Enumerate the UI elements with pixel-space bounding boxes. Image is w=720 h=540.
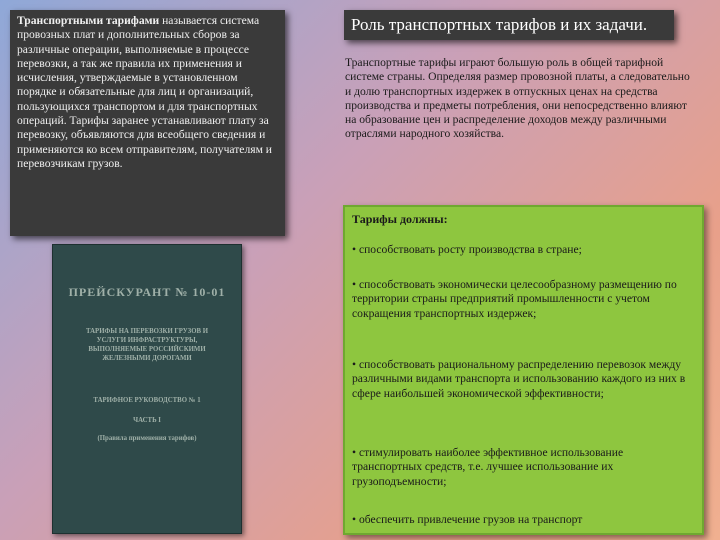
list-item: • обеспечить привлечение грузов на транспорт: [352, 513, 583, 526]
book-part: ЧАСТЬ I: [133, 417, 161, 424]
intro-paragraph: Транспортные тарифы играют большую роль в общей тарифной системе страны. Определяя размер провозной платы, а следовательно и долю транспортных издержек в отпускных ценах на средства производства и предметы потребления, они непосредственно влияют на образование цен и распределение доходов между различными отраслями народного хозяйства.: [345, 56, 690, 141]
book-note: (Правила применения тарифов): [97, 435, 197, 442]
slide-title: Роль транспортных тарифов и их задачи.: [344, 10, 674, 40]
tasks-heading: Тарифы должны:: [352, 212, 448, 226]
list-item: • стимулировать наиболее эффективное использование транспортных средств, т.е. лучшее использование их грузоподъемности;: [352, 446, 624, 488]
definition-text: называется система провозных плат и дополнительных сборов за различные операции, выполняемые в процессе перевозки, а так же правила их применения и исчисления, утверждаемые в установленном порядке и обязательные для лиц и организаций, пользующихся транспортом и для транспортных операций. Тарифы заранее устанавливают плату за перевозку, объявляются для всеобщего сведения и применяются ко всем отправителям, получателям и перевозчикам грузов.: [17, 14, 273, 170]
list-item: • способствовать росту производства в стране;: [352, 243, 582, 256]
definition-box: [10, 10, 285, 236]
tasks-box: [343, 205, 704, 535]
list-item: • способствовать экономически целесообразному размещению по территории страны предприятий промышленности с учетом сокращения транспортных издержек;: [352, 278, 677, 320]
book-guide: ТАРИФНОЕ РУКОВОДСТВО № 1: [93, 397, 201, 404]
book-title: ПРЕЙСКУРАНТ № 10-01: [68, 285, 226, 299]
book-subtitle: ТАРИФЫ НА ПЕРЕВОЗКИ ГРУЗОВ И УСЛУГИ ИНФРАСТРУКТУРЫ, ВЫПОЛНЯЕМЫЕ РОССИЙСКИМИ ЖЕЛЕЗНЫМИ ДОРОГАМИ: [85, 328, 209, 362]
book-cover-image: [52, 244, 242, 534]
definition-term: Транспортными тарифами: [17, 14, 160, 27]
list-item: • способствовать рациональному распределению перевозок между различными видами транспорта и использованию каждого из них в сфере наибольшей экономической эффективности;: [352, 358, 686, 400]
